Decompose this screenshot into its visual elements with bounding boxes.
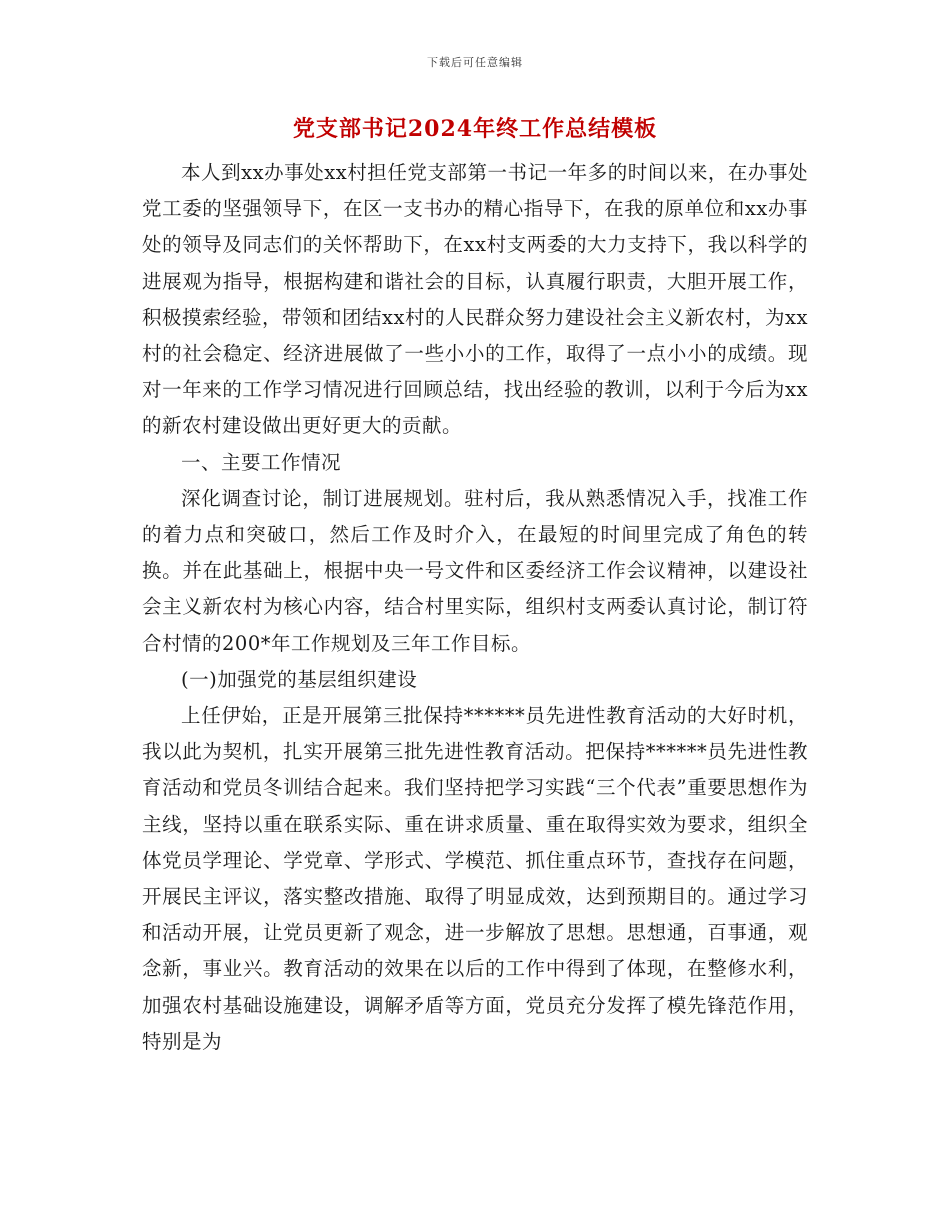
subsection-heading-party-building: (一)加强党的基层组织建设 (181, 667, 418, 691)
paragraph-planning: 深化调查讨论，制订进展规划。驻村后，我从熟悉情况入手，找准工作的着力点和突破口，然后工作及时介入，在最短的时间里完成了角色的转换。并在此基础上，根据中央一号文件和区委经济工作会议精神，以建设社会主义新农村为核心内容，结合村里实际，组织村支两委认真讨论，制订符合村情的200*年工作规划及三年工作目标。 (142, 486, 808, 655)
section-heading-main-work: 一、主要工作情况 (181, 450, 342, 474)
document-body (142, 155, 808, 1060)
document-title: 党支部书记2024年终工作总结模板 (292, 116, 658, 142)
paragraph-education-activity: 上任伊始，正是开展第三批保持******员先进性教育活动的大好时机，我以此为契机，扎实开展第三批先进性教育活动。把保持******员先进性教育活动和党员冬训结合起来。我们坚持把学习实践“三个代表”重要思想作为主线，坚持以重在联系实际、重在讲求质量、重在取得实效为要求，组织全体党员学理论、学党章、学形式、学模范、抓住重点环节，查找存在问题，开展民主评议，落实整改措施、取得了明显成效，达到预期目的。通过学习和活动开展，让党员更新了观念，进一步解放了思想。思想通，百事通，观念新，事业兴。教育活动的效果在以后的工作中得到了体现，在整修水利，加强农村基础设施建设，调解矛盾等方面，党员充分发挥了模先锋范作用，特别是为 (142, 704, 808, 1053)
paragraph-intro: 本人到xx办事处xx村担任党支部第一书记一年多的时间以来，在办事处党工委的坚强领导下，在区一支书办的精心指导下，在我的原单位和xx办事处的领导及同志们的关怀帮助下，在xx村支两委的大力支持下，我以科学的进展观为指导，根据构建和谐社会的目标，认真履行职责，大胆开展工作，积极摸索经验，带领和团结xx村的人民群众努力建设社会主义新农村，为xx村的社会稳定、经济进展做了一些小小的工作，取得了一点小小的成绩。现对一年来的工作学习情况进行回顾总结，找出经验的教训，以利于今后为xx的新农村建设做出更好更大的贡献。 (142, 161, 808, 438)
header-note: 下载后可任意编辑 (427, 56, 523, 69)
